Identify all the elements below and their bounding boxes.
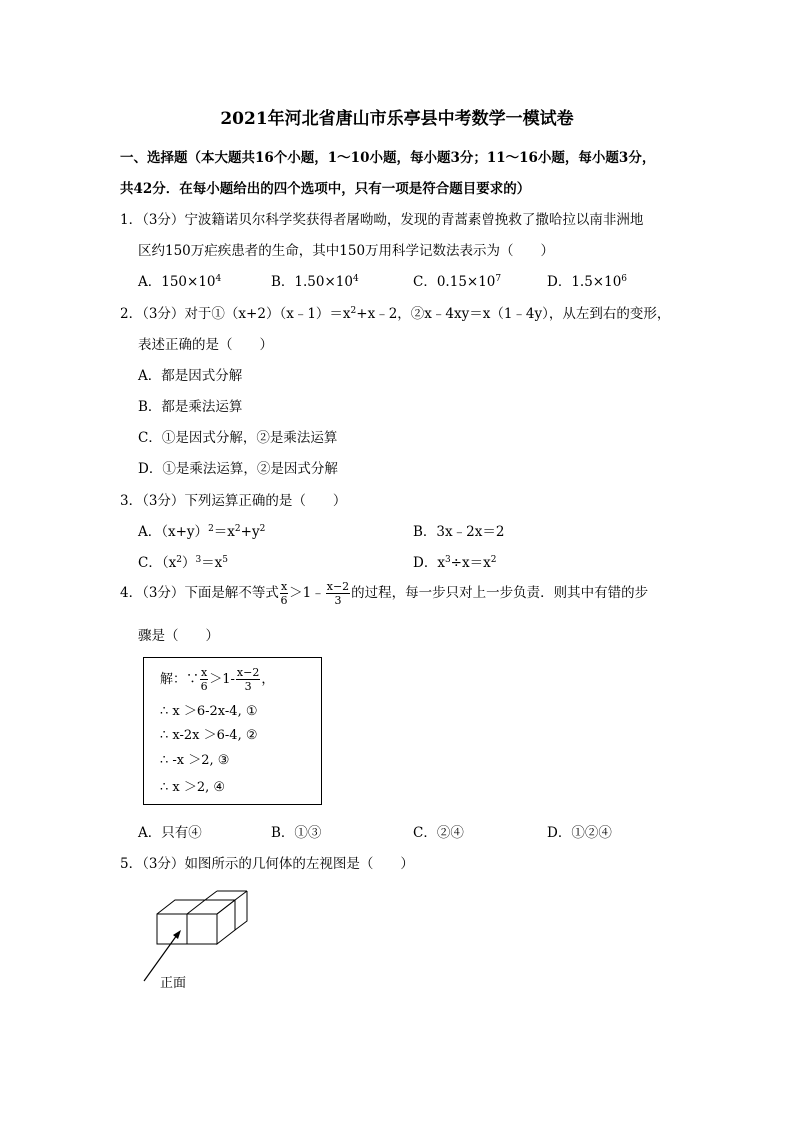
question-1-option-a: A．$150\times 10^4$ — [138, 274, 222, 290]
question-2-stem-line2: 表述正确的是（ ） — [138, 337, 273, 353]
solution-line-1: 解：∵ $\frac{x}{6}$ ＞1- $\frac{x-2}{3}$ ， — [160, 666, 275, 693]
question-number: 2． — [120, 306, 143, 322]
question-number: 1． — [120, 212, 143, 228]
question-text: 宁波籍诺贝尔科学奖获得者屠呦呦，发现的青蒿素曾挽救了撒哈拉以南非洲地 — [184, 212, 644, 228]
question-points: （3分） — [142, 856, 185, 872]
question-2-option-d: D．①是乘法运算，②是因式分解 — [138, 461, 338, 477]
question-4-stem-line2: 骤是（ ） — [138, 628, 219, 644]
solution-line-3: ∴ x-2x ＞6-4, ② — [160, 728, 258, 743]
figure-label-front: 正面 — [160, 976, 187, 991]
solution-line-4: ∴ -x ＞2, ③ — [160, 753, 230, 768]
question-1-option-b: B．$1.50\times 10^4$ — [271, 274, 359, 290]
question-2-option-a: A．都是因式分解 — [138, 368, 243, 384]
question-number: 4． — [120, 585, 143, 601]
fraction-x-over-6: $\frac{x}{6}$ — [200, 666, 208, 693]
exam-title: 2021年河北省唐山市乐亭县中考数学一模试卷 — [220, 109, 574, 129]
solution-line-5: ∴ x ＞2, ④ — [160, 780, 226, 795]
question-5-stem: 5．（3分）如图所示的几何体的左视图是（ ） — [120, 856, 414, 872]
section-heading-line1: 一、选择题（本大题共16个小题，1～10小题，每小题3分；11～16小题，每小题3分， — [120, 150, 656, 166]
geometry-solid-figure — [130, 880, 280, 995]
question-3-option-d: D．$x^3\div x=x^2$ — [413, 555, 497, 571]
question-1-stem — [120, 208, 643, 228]
solution-line-2: ∴ x ＞6-2x-4, ① — [160, 704, 258, 719]
question-3-option-a: A．$(x+y)^2=x^2+y^2$ — [138, 524, 266, 540]
question-1-option-c: C．$0.15\times 10^7$ — [413, 274, 502, 290]
question-points: （3分） — [142, 493, 185, 509]
question-4-option-b: B．①③ — [271, 825, 322, 841]
fraction-x-minus-2-over-3: $\frac{x-2}{3}$ — [326, 580, 350, 607]
question-2-option-c: C．①是因式分解，②是乘法运算 — [138, 430, 338, 446]
fraction-x-minus-2-over-3: $\frac{x-2}{3}$ — [236, 666, 260, 693]
question-1-option-d: D．$1.5\times 10^6$ — [547, 274, 628, 290]
question-number: 5． — [120, 856, 143, 872]
question-2-option-b: B．都是乘法运算 — [138, 399, 243, 415]
question-points: （3分） — [142, 585, 185, 601]
question-2-stem: 2．（3分）对于$①(x+2)(x﹣1)=x^2+x﹣2$，②x﹣4xy＝x（1﹣4y），从左到右的变形， — [120, 306, 671, 322]
question-4-stem: 4．（3分）下面是解不等式 $\frac{x}{6}$ ＞1﹣ $\frac{x-2}{3}$ 的过程，每一步只对上一步负责．则其中有错的步 — [120, 580, 649, 607]
question-4-option-a: A．只有④ — [138, 825, 202, 841]
question-4-option-c: C．②④ — [413, 825, 464, 841]
question-points: （3分） — [142, 306, 185, 322]
fraction-x-over-6: $\frac{x}{6}$ — [280, 580, 288, 607]
question-3-option-b: B．3x﹣2x＝2 — [413, 524, 505, 540]
solution-box — [143, 657, 322, 805]
question-1-stem-line2: 区约150万疟疾患者的生命，其中150万用科学记数法表示为（ ） — [138, 243, 555, 259]
question-4-option-d: D．①②④ — [547, 825, 612, 841]
question-3-option-c: C．$(x^2)^3=x^5$ — [138, 555, 229, 571]
question-number: 3． — [120, 493, 143, 509]
section-heading-line2: 共42分．在每小题给出的四个选项中，只有一项是符合题目要求的） — [120, 181, 531, 197]
question-3-stem: 3．（3分）下列运算正确的是（ ） — [120, 493, 347, 509]
question-points: （3分） — [142, 212, 185, 228]
